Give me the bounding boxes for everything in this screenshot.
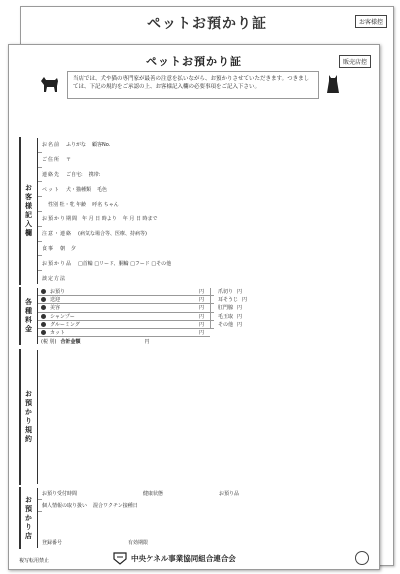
row-extra: 夕 (71, 245, 77, 252)
row-value: ご自宅: (66, 171, 83, 178)
page-title: ペットお預かり証 (146, 55, 242, 68)
fee-item-right (210, 296, 248, 304)
yen-label: 円 (237, 289, 243, 296)
bullet-icon (41, 330, 46, 335)
fee-item-right (210, 288, 243, 296)
fee-label: お預り (50, 289, 66, 296)
customer-row (38, 256, 172, 271)
store-copy-tag: 販売店控 (339, 55, 371, 68)
bullet-icon (41, 322, 46, 327)
row-value: (病気な場合等、医療、持病等) (78, 231, 147, 238)
terms-section-label: お預かり規約 (20, 350, 38, 484)
row-value: ふりがな (66, 142, 87, 149)
total-row (38, 337, 150, 345)
tax-note: (税 別) (41, 338, 57, 345)
seal-mark-icon (355, 551, 369, 565)
row-label: ご住所 (42, 157, 61, 164)
store-row-2 (38, 500, 138, 512)
store-row-1 (38, 488, 240, 500)
yen-label: 円 (198, 330, 204, 337)
yen-label: 円 (198, 289, 204, 296)
back-tag: お客様控 (355, 15, 387, 28)
bullet-icon (41, 305, 46, 310)
fee-label: カット (50, 330, 65, 337)
row-label: お名前 (42, 142, 61, 149)
reception-time: お預り受付時間 (42, 491, 78, 497)
fee-label: その他 (218, 321, 234, 328)
customer-row (38, 197, 119, 212)
row-extra: 顧客No. (92, 142, 111, 149)
total-label: 合計金額 (60, 338, 81, 345)
fee-label: 毛玉取 (218, 313, 234, 320)
customer-row (38, 212, 158, 227)
footer-note: 複写転用禁止 (19, 557, 50, 564)
fee-item-left (38, 313, 210, 321)
fee-label: 耳そうじ (218, 297, 239, 304)
terms-section (19, 349, 33, 485)
row-label: お預かり期間 (42, 216, 79, 223)
customer-row (38, 242, 77, 257)
yen-label: 円 (237, 305, 243, 312)
row-extra: 呼名 ちゃん (92, 201, 119, 208)
fee-label: シャンプー (50, 313, 75, 320)
customer-section-label: お客様記入欄 (20, 138, 38, 284)
yen-label: 円 (198, 297, 204, 304)
cat-icon (325, 73, 341, 95)
fee-label: 美容 (50, 305, 61, 312)
yen-label: 円 (198, 305, 204, 312)
registration-number: 登録番号 (42, 540, 63, 546)
yen-label: 円 (237, 321, 243, 328)
customer-row (38, 227, 147, 242)
fee-item-left (38, 329, 210, 337)
yen-label: 円 (237, 313, 243, 320)
customer-row (38, 138, 111, 153)
row-extra: 毛色 (97, 186, 108, 193)
front-sheet (8, 44, 380, 570)
customer-row (38, 182, 108, 197)
customer-row (38, 271, 67, 286)
dog-icon (39, 75, 61, 93)
bullet-icon (41, 314, 46, 319)
row-label: ペット (42, 186, 61, 193)
row-extra: 年 月 日 時まで (122, 216, 158, 223)
fee-item-right (210, 304, 243, 312)
fees-section-label: 各種料金 (20, 288, 38, 344)
fees-section (19, 287, 248, 345)
fee-label: 爪切り (218, 289, 234, 296)
yen-label: 円 (198, 321, 204, 328)
vaccine-date: 混合ワクチン接種日 (93, 503, 138, 509)
fee-item-left (38, 321, 210, 329)
yen-label: 円 (242, 297, 248, 304)
fee-label: 肛門腺 (218, 305, 234, 312)
row-label: お預かり品 (42, 260, 73, 267)
intro-text: 当店では、犬や猫の専門家が最善の注意を払いながら、お預かりさせていただきます。つきましては、下記の規約をご承認の上、お客様記入欄の必要事項をご記入下さい。 (67, 71, 319, 99)
row-label: 注意・連絡 (42, 231, 73, 238)
bullet-icon (41, 289, 46, 294)
customer-section (19, 137, 172, 285)
association-logo-icon (113, 551, 127, 565)
fee-item-right (210, 313, 243, 321)
expiry: 有効期限 (128, 540, 149, 546)
row-value: 犬・猫種類 (66, 186, 92, 193)
row-value: 〒 (66, 157, 72, 164)
association-name: 中央ケネル事業協同組合連合会 (131, 554, 236, 563)
row-value: 性別 牡・牝 年齢 (48, 201, 87, 208)
row-label: 食事 (42, 245, 55, 252)
store-section-label: お預かり店 (20, 488, 38, 548)
fee-item-left (38, 288, 210, 296)
customer-row (38, 168, 101, 183)
fee-item-left (38, 296, 210, 304)
fee-label: 送迎 (50, 297, 61, 304)
row-label: 談定方法 (42, 276, 67, 283)
store-row-3 (38, 536, 149, 549)
row-extra: 携帯: (88, 171, 101, 178)
row-value: □首輪 □リード、胴輪 □フード □その他 (78, 260, 172, 267)
row-label: 連絡先 (42, 171, 61, 178)
fee-label: グルーミング (50, 321, 80, 328)
fee-item-right (210, 321, 243, 329)
back-title: ペットお預かり証 (147, 16, 267, 32)
privacy-note: 個人情報の取り扱い (42, 503, 88, 509)
health-status: 健康状態 (143, 491, 164, 497)
bullet-icon (41, 297, 46, 302)
row-value: 年 月 日 時より (82, 216, 117, 223)
yen-label: 円 (198, 313, 204, 320)
items: お預り品 (219, 491, 240, 497)
store-section (19, 487, 240, 549)
customer-row (38, 153, 72, 168)
row-value: 朝 (60, 245, 66, 252)
fee-item-left (38, 304, 210, 312)
total-yen: 円 (144, 338, 150, 345)
